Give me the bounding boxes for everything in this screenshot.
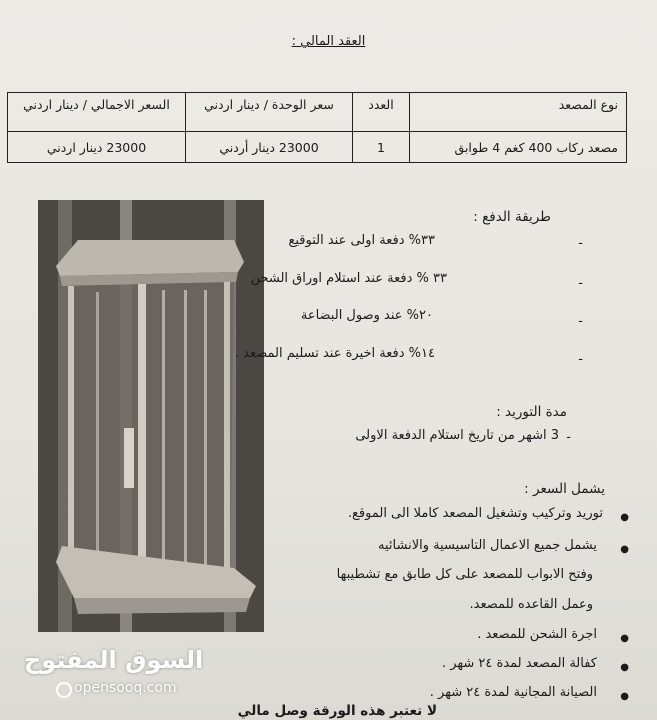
bullet-2: ● [620,544,629,555]
payment-item-4: ١٤% دفعة اخيرة عند تسليم المصعد . [234,346,435,361]
cell-type: مصعد ركاب 400 كغم 4 طوابق [410,132,627,163]
payment-item-1: ٣٣% دفعة اولى عند التوقيع [288,233,435,248]
page-title: العقد المالي : [291,34,366,49]
opensooq-watermark [22,646,204,706]
bullet-1: ● [620,512,629,523]
includes-item-6: كفالة المصعد لمدة ٢٤ شهر . [441,656,597,671]
includes-item-4: وعمل القاعده للمصعد. [469,597,593,612]
dash-2: - [578,276,583,291]
dash-1: - [578,236,583,251]
elevator-photo [38,200,264,632]
dash-3: - [578,314,583,329]
includes-item-2: يشمل جميع الاعمال التاسيسية والانشائيه [378,538,597,553]
header-total-price: السعر الاجمالي / دينار اردني [8,93,186,132]
includes-item-5: اجرة الشحن للمصعد . [477,627,597,642]
dash-4: - [578,352,583,367]
includes-heading: يشمل السعر : [524,481,605,497]
price-table [7,92,627,163]
includes-item-7: الصيانة المجانية لمدة ٢٤ شهر . [429,685,597,700]
includes-item-3: وفتح الابواب للمصعد على كل طابق مع تشطيبها [336,567,593,582]
payment-heading: طريقة الدفع : [473,209,551,225]
header-qty: العدد [353,93,410,132]
bullet-5: ● [620,691,629,702]
header-type: نوع المصعد [410,93,627,132]
header-unit-price: سعر الوحدة / دينار اردني [186,93,353,132]
logo-ring-icon [56,682,72,698]
payment-item-3: ٢٠% عند وصول البضاعة [300,308,433,323]
watermark-brand: السوق المفتوح [24,646,204,674]
footer-note: لا تعتبر هذه الورقة وصل مالي [237,703,437,719]
cell-qty: 1 [353,132,410,163]
payment-item-2: ٣٣ % دفعة عند استلام اوراق الشحن [250,271,447,286]
table-header-row [8,93,627,132]
cell-unit-price: 23000 دينار أردني [186,132,353,163]
bullet-3: ● [620,633,629,644]
watermark-domain: opensooq.com [74,680,177,696]
cell-total-price: 23000 دينار اردني [8,132,186,163]
includes-item-1: توريد وتركيب وتشغيل المصعد كاملا الى الموقع. [347,506,603,521]
dash-5: - [566,430,571,445]
delivery-heading: مدة التوريد : [496,404,567,420]
table-row [8,132,627,163]
bullet-4: ● [620,662,629,673]
delivery-item: 3 اشهر من تاريخ استلام الدفعة الاولى [355,428,559,443]
